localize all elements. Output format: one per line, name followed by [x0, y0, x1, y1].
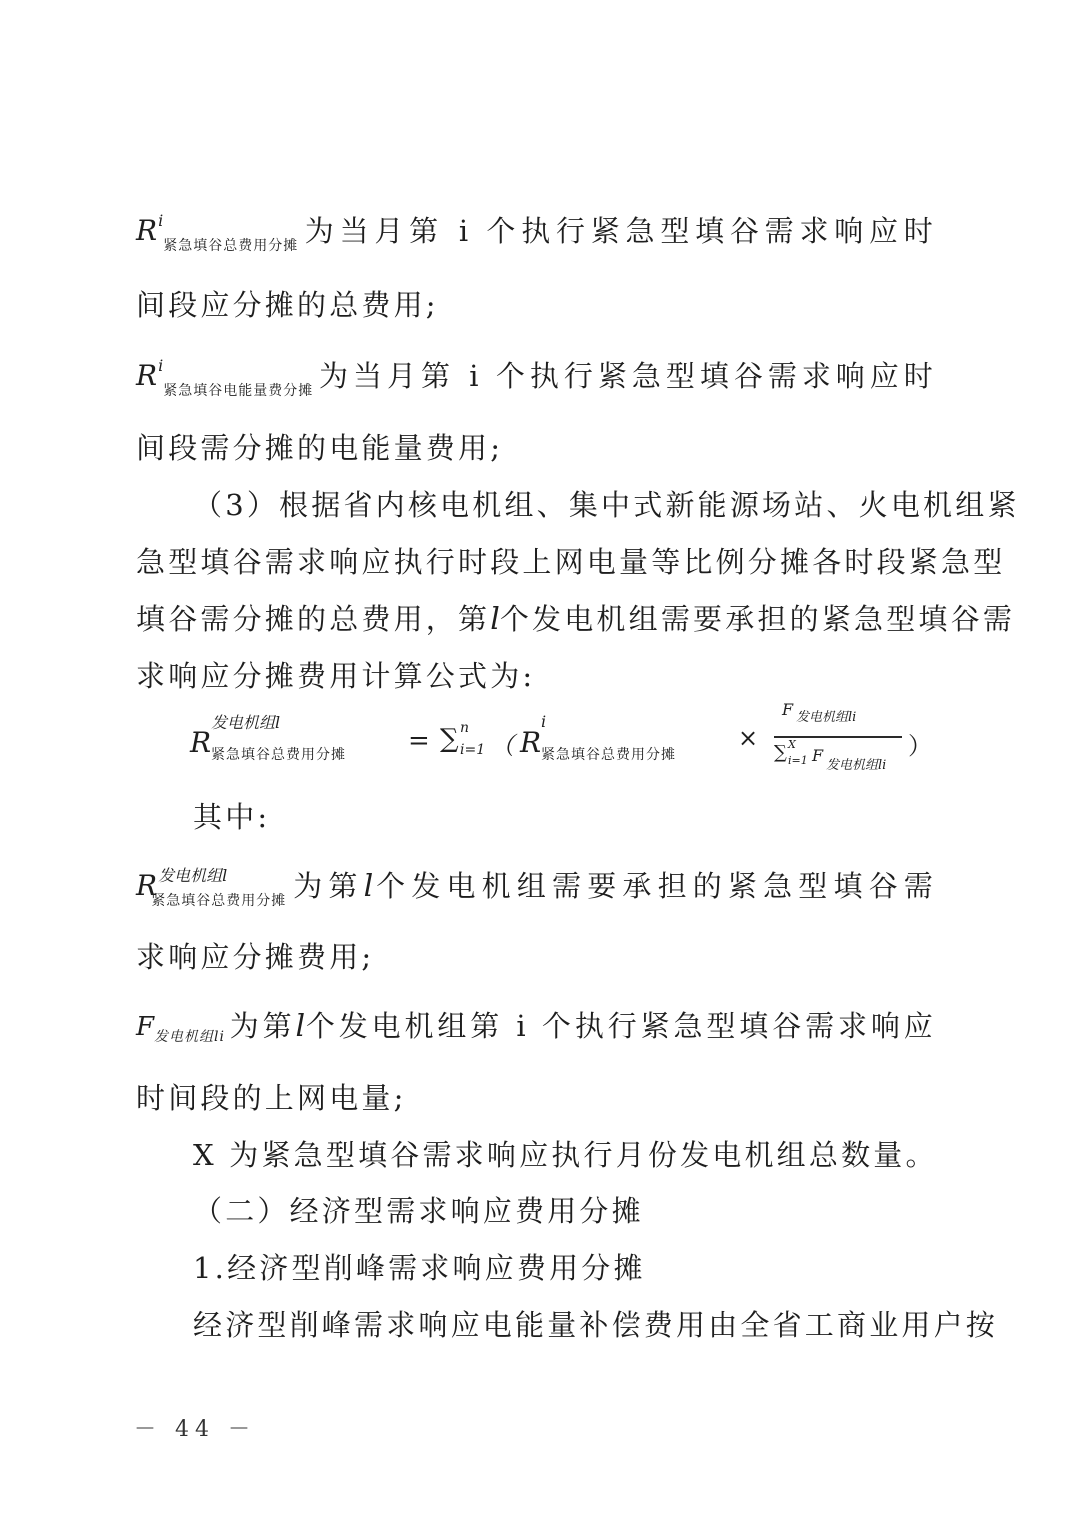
formula-times: ×: [738, 724, 759, 752]
paragraph-5-line-2: 时间段的上网电量;: [136, 1081, 407, 1115]
page-number: － 44 －: [134, 1417, 256, 1442]
paragraph-3-line-4: 求响应分摊费用计算公式为:: [136, 659, 536, 693]
paragraph-2-line-1: [136, 358, 936, 398]
formula-denominator-subscript: 发电机组li: [826, 758, 887, 773]
paragraph-3-line-1: （3）根据省内核电机组、集中式新能源场站、火电机组紧: [193, 488, 1020, 522]
formula-sum-lower: i=1: [460, 742, 486, 758]
formula-r-superscript: 发电机组l: [211, 713, 281, 732]
formula-denominator-sum: ∑: [774, 742, 787, 763]
formula-denominator-sum-upper: X: [788, 738, 796, 751]
formula-r2-symbol: R: [520, 726, 542, 759]
formula-sum: ∑: [440, 724, 459, 754]
section-heading-economic: （二）经济型需求响应费用分摊: [193, 1194, 644, 1228]
formula-numerator-f: F: [782, 700, 794, 719]
formula-denominator-f: F: [812, 746, 824, 765]
paragraph-6: X 为紧急型填谷需求响应执行月份发电机组总数量。: [193, 1138, 938, 1172]
formula-r2-superscript: i: [541, 712, 547, 731]
symbol-f-generator: $F_{发电机组li}$: [136, 1012, 226, 1045]
paragraph-4-line-1: $R^{发电机组l}_{紧急填谷总费用分摊}$ 为第l个发电机组需要承担的紧急型填谷需: [136, 866, 937, 909]
subsection-heading-peak-shaving: 1.经济型削峰需求响应费用分摊: [193, 1251, 646, 1285]
paragraph-7: 经济型削峰需求响应电能量补偿费用由全省工商业用户按: [193, 1308, 999, 1342]
paragraph-1-text: 为当月第 i 个执行紧急型填谷需求响应时: [302, 214, 936, 248]
paragraph-3-line-2: 急型填谷需求响应执行时段上网电量等比例分摊各时段紧急型: [136, 545, 1006, 579]
symbol-r-generator: $R^{发电机组l}_{紧急填谷总费用分摊}$: [136, 866, 287, 909]
formula-equals: =: [408, 726, 430, 756]
formula-left-paren: （: [490, 732, 514, 760]
symbol-l-2: l: [363, 869, 374, 904]
formula-r-subscript: 紧急填谷总费用分摊: [211, 747, 346, 763]
paragraph-4-line-2: 求响应分摊费用;: [136, 940, 375, 974]
symbol-l-3: l: [295, 1009, 306, 1044]
paragraph-1-line-1: [136, 213, 936, 253]
cost-allocation-formula: [190, 700, 930, 780]
formula-r-symbol: R: [190, 726, 212, 759]
formula-sum-upper: n: [460, 720, 470, 736]
symbol-l: l: [490, 602, 500, 637]
paragraph-2-line-2: 间段需分摊的电能量费用;: [136, 431, 504, 465]
paragraph-3-line-3: 填谷需分摊的总费用，第l个发电机组需要承担的紧急型填谷需: [136, 602, 1016, 637]
where-label: 其中:: [193, 800, 271, 834]
formula-numerator-subscript: 发电机组li: [796, 710, 857, 725]
paragraph-2-text: 为当月第 i 个执行紧急型填谷需求响应时: [317, 359, 936, 393]
formula-r2-subscript: 紧急填谷总费用分摊: [541, 747, 676, 763]
formula-denominator-sum-lower: i=1: [788, 754, 808, 767]
paragraph-1-line-2: 间段应分摊的总费用;: [136, 288, 439, 322]
symbol-r-energy-cost: $R^i_{紧急填谷电能量费分摊}$: [136, 356, 314, 399]
paragraph-5-line-1: $F_{发电机组li}$ 为第l个发电机组第 i 个执行紧急型填谷需求响应: [136, 1008, 936, 1048]
formula-right-paren: ）: [908, 732, 932, 760]
symbol-r-total-cost: $R^i_{紧急填谷总费用分摊}$: [136, 211, 299, 254]
